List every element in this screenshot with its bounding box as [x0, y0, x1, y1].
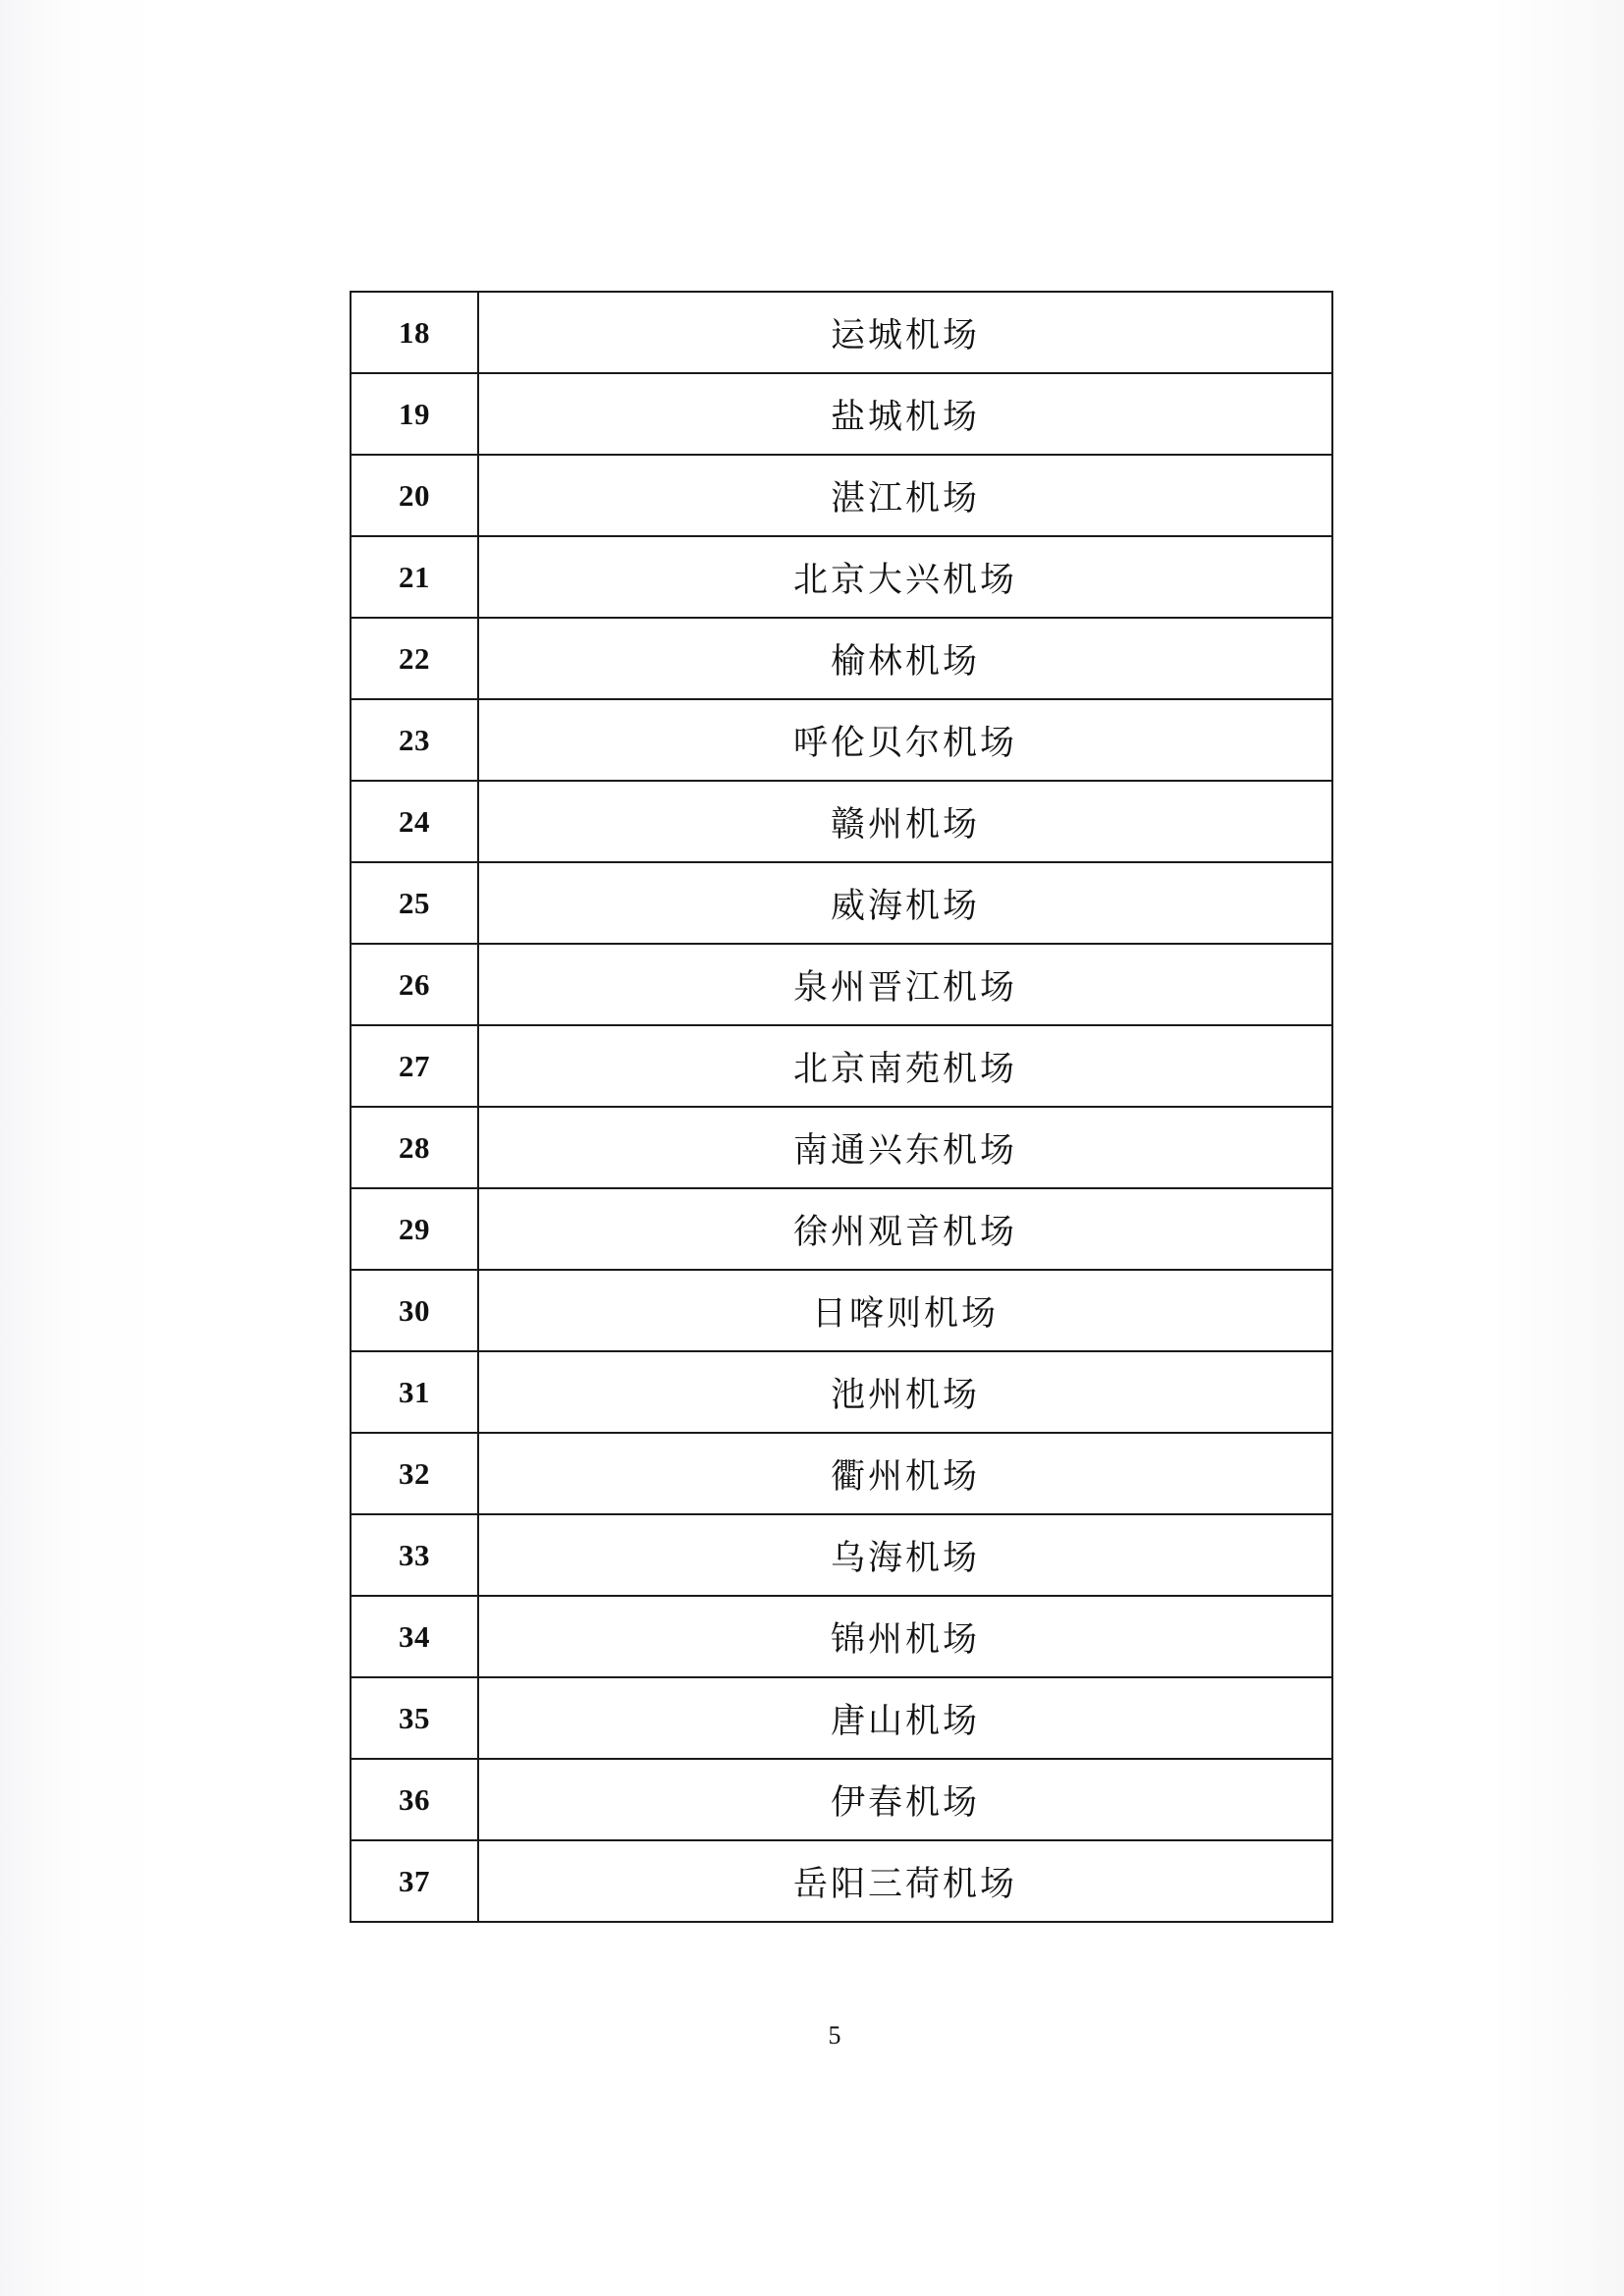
- table-row: [351, 944, 1332, 1025]
- row-number: 25: [351, 862, 478, 944]
- table-row: [351, 1188, 1332, 1270]
- airport-name: 徐州观音机场: [478, 1188, 1332, 1270]
- airport-name: 湛江机场: [478, 455, 1332, 536]
- airport-name: 唐山机场: [478, 1677, 1332, 1759]
- table-row: [351, 1433, 1332, 1514]
- page-number: 5: [828, 2021, 841, 2050]
- table-row: [351, 1514, 1332, 1596]
- airport-name: 日喀则机场: [478, 1270, 1332, 1351]
- table-row: [351, 781, 1332, 862]
- row-number: 31: [351, 1351, 478, 1433]
- row-number: 35: [351, 1677, 478, 1759]
- table-row: [351, 373, 1332, 455]
- table-row: [351, 1596, 1332, 1677]
- table-row: [351, 536, 1332, 618]
- row-number: 37: [351, 1840, 478, 1922]
- airport-name: 衢州机场: [478, 1433, 1332, 1514]
- airport-name: 乌海机场: [478, 1514, 1332, 1596]
- row-number: 26: [351, 944, 478, 1025]
- table-row: [351, 1351, 1332, 1433]
- airport-name: 盐城机场: [478, 373, 1332, 455]
- row-number: 20: [351, 455, 478, 536]
- airport-name: 榆林机场: [478, 618, 1332, 699]
- row-number: 21: [351, 536, 478, 618]
- table-body: [351, 292, 1332, 1922]
- airport-name: 锦州机场: [478, 1596, 1332, 1677]
- airport-name: 池州机场: [478, 1351, 1332, 1433]
- table-row: [351, 1025, 1332, 1107]
- table-row: [351, 455, 1332, 536]
- airport-name: 北京大兴机场: [478, 536, 1332, 618]
- row-number: 33: [351, 1514, 478, 1596]
- row-number: 24: [351, 781, 478, 862]
- row-number: 19: [351, 373, 478, 455]
- table-row: [351, 1759, 1332, 1840]
- table-row: [351, 1677, 1332, 1759]
- row-number: 28: [351, 1107, 478, 1188]
- row-number: 34: [351, 1596, 478, 1677]
- table-row: [351, 699, 1332, 781]
- row-number: 30: [351, 1270, 478, 1351]
- airport-name: 赣州机场: [478, 781, 1332, 862]
- airport-name: 运城机场: [478, 292, 1332, 373]
- row-number: 27: [351, 1025, 478, 1107]
- airport-name: 泉州晋江机场: [478, 944, 1332, 1025]
- airport-name: 呼伦贝尔机场: [478, 699, 1332, 781]
- airport-name: 北京南苑机场: [478, 1025, 1332, 1107]
- table-row: [351, 1840, 1332, 1922]
- row-number: 23: [351, 699, 478, 781]
- table-row: [351, 292, 1332, 373]
- row-number: 29: [351, 1188, 478, 1270]
- table-row: [351, 1107, 1332, 1188]
- table-row: [351, 1270, 1332, 1351]
- row-number: 22: [351, 618, 478, 699]
- airport-name: 伊春机场: [478, 1759, 1332, 1840]
- row-number: 32: [351, 1433, 478, 1514]
- airport-name: 威海机场: [478, 862, 1332, 944]
- table-row: [351, 618, 1332, 699]
- airport-table: [350, 291, 1333, 1923]
- airport-name: 南通兴东机场: [478, 1107, 1332, 1188]
- airport-name: 岳阳三荷机场: [478, 1840, 1332, 1922]
- row-number: 36: [351, 1759, 478, 1840]
- table-row: [351, 862, 1332, 944]
- row-number: 18: [351, 292, 478, 373]
